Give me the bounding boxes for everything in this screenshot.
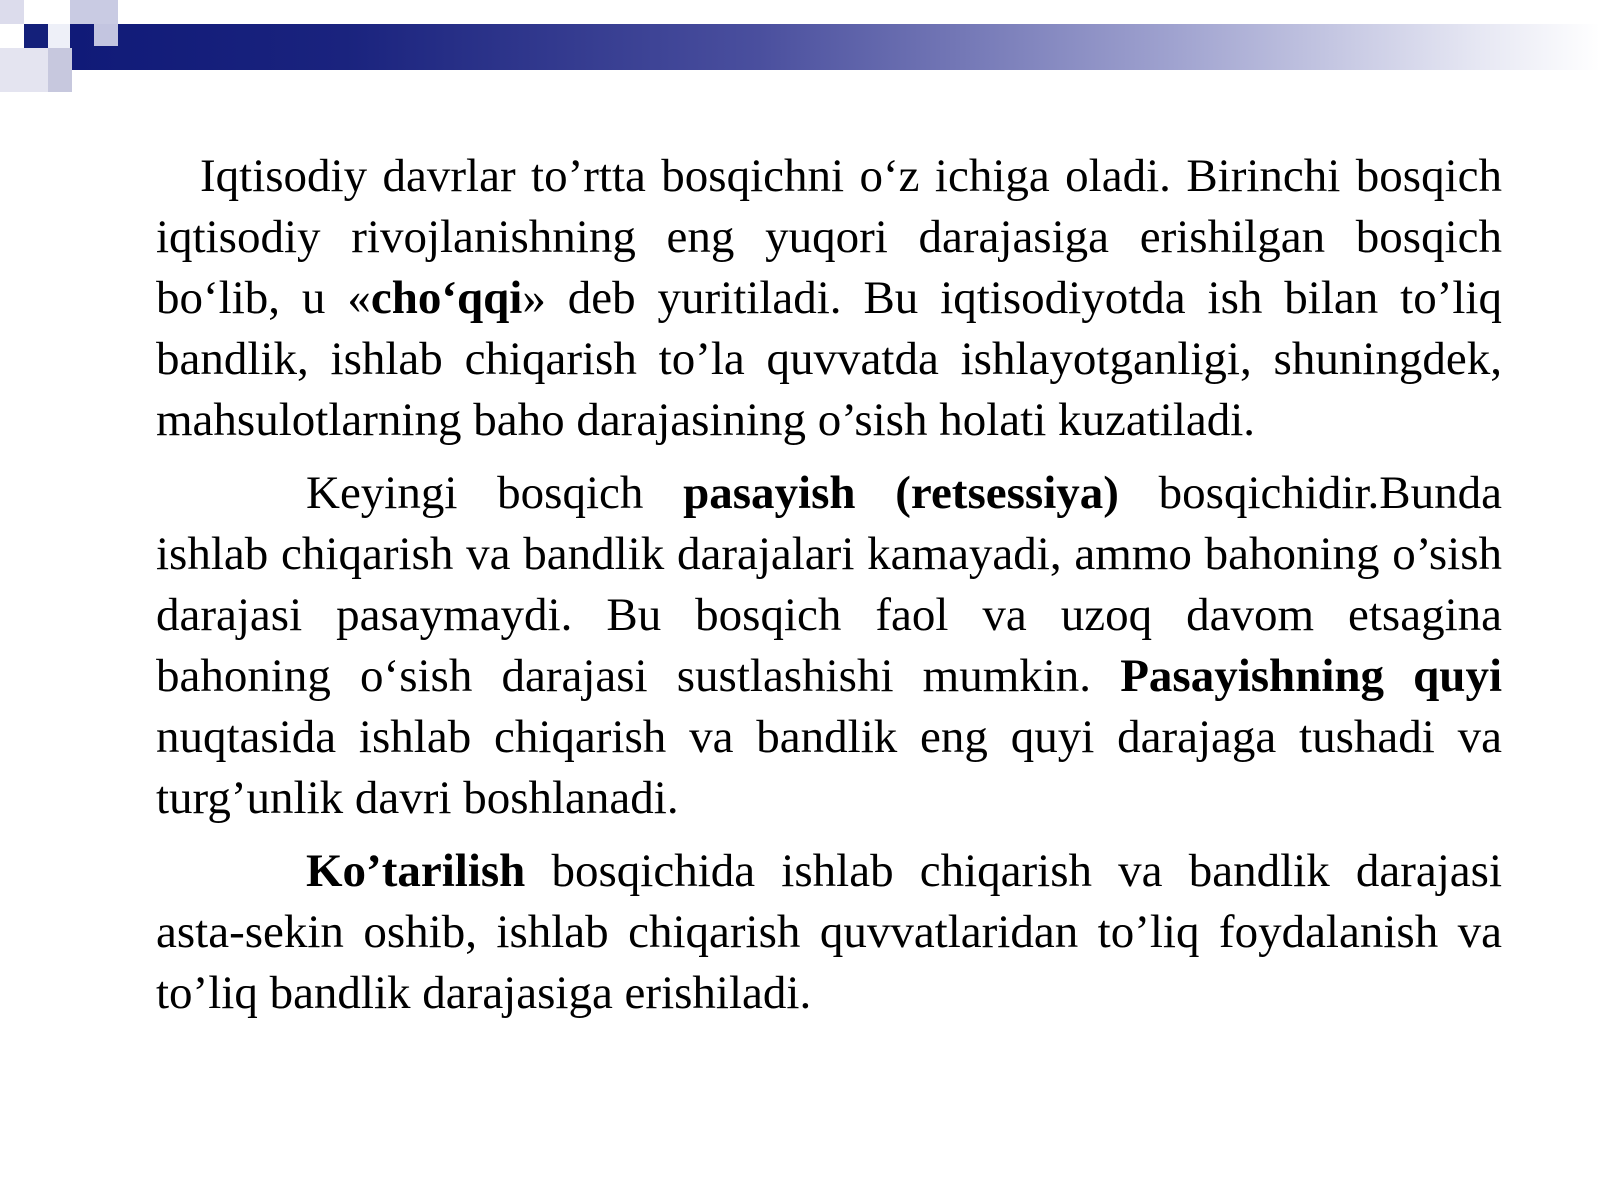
decor-square [48,48,72,92]
bold-term: Ko’tarilish [306,845,526,897]
decor-square [24,24,48,48]
paragraph-text: » deb yuritiladi. Bu iqtisodiyotda ish bilan to’liq bandlik, ishlab chiqarish to’la quvvatda ishlayotganligi, shuningdek, mahsulotlarning baho darajasining o’sish holati kuzatiladi. [156,272,1502,446]
paragraph-text: bosqichida ishlab chiqarish va bandlik darajasi asta-sekin oshib, ishlab chiqarish quvvatlaridan to’liq foydalanish va to’liq bandlik darajasiga erishiladi. [156,845,1502,1019]
slide-body [156,146,1502,1036]
paragraph-peak [156,146,1502,451]
paragraph-text: Iqtisodiy davrlar to’rtta bosqichni o‘z ichiga oladi. Birinchi bosqich iqtisodiy rivojlanishning eng yuqori darajasiga erishilgan bosqich bo‘lib, u « [156,150,1502,324]
paragraph-text: nuqtasida ishlab chiqarish va bandlik eng quyi darajaga tushadi va turg’unlik davri boshlanadi. [156,711,1502,824]
bold-term: cho‘qqi [370,272,523,324]
paragraph-recession [156,463,1502,829]
decor-square [0,0,24,24]
paragraph-recovery [156,841,1502,1024]
paragraph-text: bosqichidir.Bunda ishlab chiqarish va bandlik darajalari kamayadi, ammo bahoning o’sish darajasi pasaymaydi. Bu bosqich faol va uzoq davom etsagina bahoning o‘sish darajasi sustlashishi mumkin. [156,467,1502,702]
bold-term: Pasayishning quyi [1120,650,1502,702]
decor-square [70,0,118,24]
header-gradient-band [70,24,1600,70]
decor-square [94,24,118,46]
decor-square [0,48,48,92]
decor-square [48,24,70,48]
bold-term: pasayish (retsessiya) [683,467,1119,519]
paragraph-text: Keyingi bosqich [306,467,684,519]
